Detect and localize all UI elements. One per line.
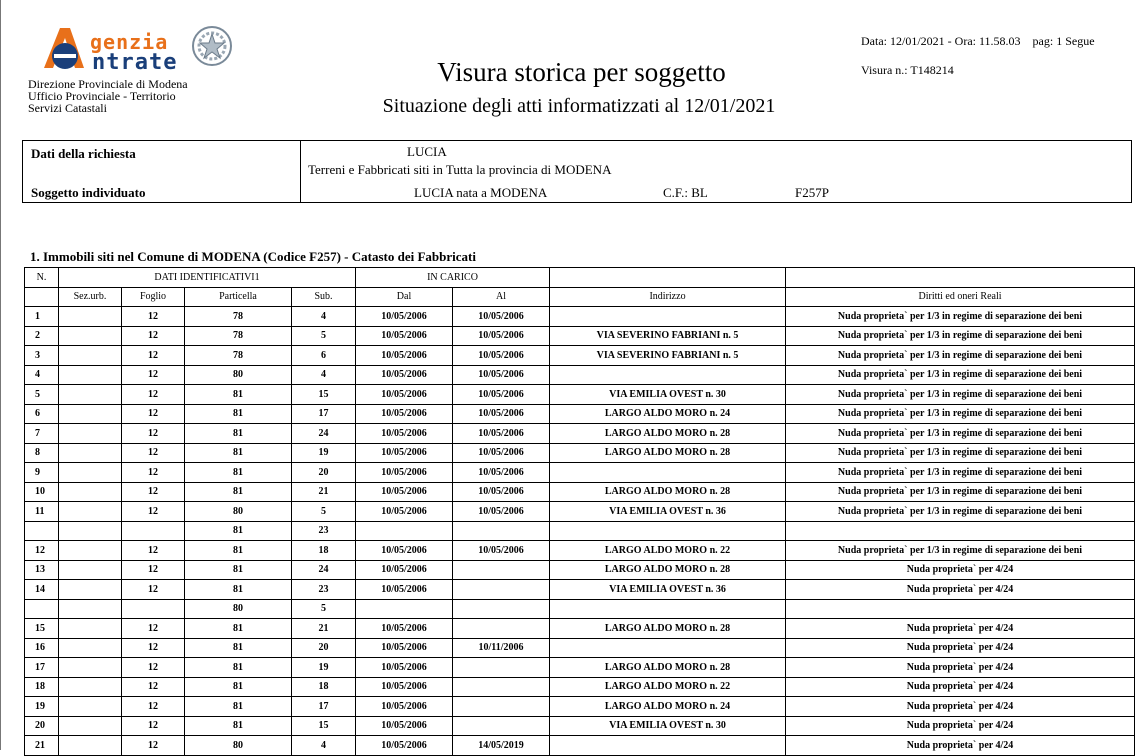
indirizzo-cell [550, 463, 786, 483]
sezione-cell [59, 716, 122, 736]
particella-cell: 80 [185, 599, 292, 619]
diritti-cell: Nuda proprieta` per 1/3 in regime di separazione dei beni [786, 463, 1135, 483]
sub-cell: 18 [292, 677, 356, 697]
indirizzo-cell [550, 736, 786, 756]
al-cell: 10/05/2006 [453, 463, 550, 483]
row-number: 16 [25, 638, 59, 658]
sub-cell: 21 [292, 482, 356, 502]
diritti-cell: Nuda proprieta` per 1/3 in regime di separazione dei beni [786, 541, 1135, 561]
indirizzo-cell: VIA EMILIA OVEST n. 30 [550, 385, 786, 405]
request-territory: Terreni e Fabbricati siti in Tutta la provincia di MODENA [308, 162, 612, 177]
dal-cell: 10/05/2006 [356, 424, 453, 444]
row-number: 14 [25, 580, 59, 600]
diritti-cell: Nuda proprieta` per 1/3 in regime di separazione dei beni [786, 502, 1135, 522]
sub-cell: 4 [292, 365, 356, 385]
table-row [25, 443, 1135, 463]
sub-cell: 24 [292, 560, 356, 580]
particella-cell: 78 [185, 346, 292, 366]
diritti-cell: Nuda proprieta` per 1/3 in regime di separazione dei beni [786, 443, 1135, 463]
al-cell: 10/05/2006 [453, 404, 550, 424]
foglio-cell: 12 [122, 716, 185, 736]
row-number: 21 [25, 736, 59, 756]
table-row [25, 463, 1135, 483]
sezione-cell [59, 697, 122, 717]
dal-cell: 10/05/2006 [356, 658, 453, 678]
particella-cell: 81 [185, 463, 292, 483]
particella-cell: 81 [185, 560, 292, 580]
table-row [25, 385, 1135, 405]
dal-cell: 10/05/2006 [356, 502, 453, 522]
table-row [25, 482, 1135, 502]
subject-value: LUCIA nata a MODENA [414, 185, 548, 200]
col-header-particella: Particella [185, 287, 292, 307]
group-header-blank [786, 268, 1135, 288]
sezione-cell [59, 658, 122, 678]
sub-cell: 5 [292, 326, 356, 346]
diritti-cell: Nuda proprieta` per 4/24 [786, 560, 1135, 580]
indirizzo-cell: LARGO ALDO MORO n. 24 [550, 697, 786, 717]
particella-cell: 80 [185, 736, 292, 756]
col-header-blank [25, 287, 59, 307]
row-number [25, 521, 59, 541]
dal-cell: 10/05/2006 [356, 365, 453, 385]
sezione-cell [59, 502, 122, 522]
table-row [25, 404, 1135, 424]
dal-cell: 10/05/2006 [356, 346, 453, 366]
al-cell [453, 658, 550, 678]
property-table [24, 267, 1135, 756]
al-cell [453, 580, 550, 600]
row-number: 4 [25, 365, 59, 385]
fiscal-code-tail: F257P [795, 185, 829, 200]
col-header-dal: Dal [356, 287, 453, 307]
dal-cell: 10/05/2006 [356, 638, 453, 658]
sezione-cell [59, 385, 122, 405]
dal-cell [356, 599, 453, 619]
table-row [25, 716, 1135, 736]
dal-cell: 10/05/2006 [356, 326, 453, 346]
particella-cell: 81 [185, 619, 292, 639]
indirizzo-cell: LARGO ALDO MORO n. 22 [550, 541, 786, 561]
row-number: 8 [25, 443, 59, 463]
indirizzo-cell: VIA EMILIA OVEST n. 36 [550, 580, 786, 600]
particella-cell: 81 [185, 443, 292, 463]
row-number: 2 [25, 326, 59, 346]
row-number [25, 599, 59, 619]
row-number: 17 [25, 658, 59, 678]
sezione-cell [59, 677, 122, 697]
request-box [22, 140, 1132, 203]
sub-cell: 19 [292, 658, 356, 678]
table-row [25, 736, 1135, 756]
indirizzo-cell: VIA EMILIA OVEST n. 30 [550, 716, 786, 736]
table-row [25, 560, 1135, 580]
al-cell [453, 599, 550, 619]
logo-text-entrate: ntrate [92, 50, 178, 75]
foglio-cell: 12 [122, 424, 185, 444]
col-header-foglio: Foglio [122, 287, 185, 307]
particella-cell: 81 [185, 482, 292, 502]
sezione-cell [59, 404, 122, 424]
visura-number: Visura n.: T148214 [861, 63, 954, 77]
row-number: 7 [25, 424, 59, 444]
dal-cell: 10/05/2006 [356, 697, 453, 717]
diritti-cell: Nuda proprieta` per 1/3 in regime di separazione dei beni [786, 424, 1135, 444]
sezione-cell [59, 619, 122, 639]
row-number: 1 [25, 307, 59, 327]
particella-cell: 80 [185, 365, 292, 385]
foglio-cell: 12 [122, 658, 185, 678]
table-row [25, 424, 1135, 444]
diritti-cell: Nuda proprieta` per 4/24 [786, 716, 1135, 736]
particella-cell: 81 [185, 697, 292, 717]
indirizzo-cell: LARGO ALDO MORO n. 28 [550, 619, 786, 639]
diritti-cell: Nuda proprieta` per 1/3 in regime di separazione dei beni [786, 404, 1135, 424]
table-row [25, 502, 1135, 522]
al-cell: 10/11/2006 [453, 638, 550, 658]
al-cell [453, 619, 550, 639]
diritti-cell: Nuda proprieta` per 1/3 in regime di separazione dei beni [786, 326, 1135, 346]
al-cell: 10/05/2006 [453, 482, 550, 502]
dal-cell [356, 521, 453, 541]
diritti-cell: Nuda proprieta` per 1/3 in regime di separazione dei beni [786, 365, 1135, 385]
page-number: pag: 1 Segue [1032, 34, 1095, 48]
foglio-cell: 12 [122, 502, 185, 522]
table-row [25, 541, 1135, 561]
col-header-sub: Sub. [292, 287, 356, 307]
sezione-cell [59, 736, 122, 756]
particella-cell: 81 [185, 677, 292, 697]
dal-cell: 10/05/2006 [356, 560, 453, 580]
table-row [25, 638, 1135, 658]
sub-cell: 24 [292, 424, 356, 444]
subject-label: Soggetto individuato [31, 185, 146, 200]
particella-cell: 81 [185, 716, 292, 736]
particella-cell: 80 [185, 502, 292, 522]
indirizzo-cell: LARGO ALDO MORO n. 28 [550, 443, 786, 463]
logo-text-agenzia: genzia [90, 30, 169, 54]
indirizzo-cell [550, 521, 786, 541]
al-cell: 10/05/2006 [453, 385, 550, 405]
indirizzo-cell: LARGO ALDO MORO n. 28 [550, 658, 786, 678]
sezione-cell [59, 463, 122, 483]
foglio-cell: 12 [122, 560, 185, 580]
particella-cell: 81 [185, 658, 292, 678]
diritti-cell [786, 521, 1135, 541]
sezione-cell [59, 307, 122, 327]
dal-cell: 10/05/2006 [356, 541, 453, 561]
sub-cell: 5 [292, 502, 356, 522]
indirizzo-cell: LARGO ALDO MORO n. 28 [550, 424, 786, 444]
foglio-cell: 12 [122, 482, 185, 502]
table-row [25, 619, 1135, 639]
row-number: 9 [25, 463, 59, 483]
sub-cell: 4 [292, 736, 356, 756]
sub-cell: 23 [292, 521, 356, 541]
print-date: Data: 12/01/2021 - Ora: 11.58.03 [861, 34, 1021, 48]
sub-cell: 18 [292, 541, 356, 561]
particella-cell: 78 [185, 326, 292, 346]
row-number: 18 [25, 677, 59, 697]
al-cell: 10/05/2006 [453, 502, 550, 522]
particella-cell: 81 [185, 404, 292, 424]
table-row [25, 326, 1135, 346]
row-number: 12 [25, 541, 59, 561]
al-cell: 10/05/2006 [453, 541, 550, 561]
row-number: 5 [25, 385, 59, 405]
table-row [25, 346, 1135, 366]
indirizzo-cell: LARGO ALDO MORO n. 22 [550, 677, 786, 697]
request-name: LUCIA [407, 144, 447, 159]
fiscal-code-label: C.F.: BL [663, 185, 708, 200]
sezione-cell [59, 443, 122, 463]
section-title: 1. Immobili siti nel Comune di MODENA (Codice F257) - Catasto dei Fabbricati [30, 249, 476, 264]
sub-cell: 20 [292, 638, 356, 658]
dal-cell: 10/05/2006 [356, 482, 453, 502]
particella-cell: 81 [185, 521, 292, 541]
dal-cell: 10/05/2006 [356, 385, 453, 405]
sub-cell: 4 [292, 307, 356, 327]
page-title: Visura storica per soggetto [437, 57, 726, 87]
table-row [25, 365, 1135, 385]
sub-cell: 15 [292, 385, 356, 405]
diritti-cell: Nuda proprieta` per 4/24 [786, 658, 1135, 678]
indirizzo-cell: VIA SEVERINO FABRIANI n. 5 [550, 346, 786, 366]
al-cell [453, 716, 550, 736]
diritti-cell: Nuda proprieta` per 1/3 in regime di separazione dei beni [786, 346, 1135, 366]
al-cell [453, 697, 550, 717]
particella-cell: 81 [185, 638, 292, 658]
sezione-cell [59, 599, 122, 619]
diritti-cell: Nuda proprieta` per 4/24 [786, 619, 1135, 639]
indirizzo-cell [550, 307, 786, 327]
sub-cell: 21 [292, 619, 356, 639]
print-date-line [861, 34, 1095, 49]
sub-cell: 15 [292, 716, 356, 736]
particella-cell: 81 [185, 385, 292, 405]
row-number: 10 [25, 482, 59, 502]
table-row-continuation [25, 521, 1135, 541]
sub-cell: 17 [292, 697, 356, 717]
dal-cell: 10/05/2006 [356, 463, 453, 483]
row-number: 15 [25, 619, 59, 639]
office-line: Servizi Catastali [28, 101, 107, 115]
table-row [25, 658, 1135, 678]
indirizzo-cell: LARGO ALDO MORO n. 24 [550, 404, 786, 424]
dal-cell: 10/05/2006 [356, 404, 453, 424]
sezione-cell [59, 521, 122, 541]
sezione-cell [59, 424, 122, 444]
foglio-cell: 12 [122, 580, 185, 600]
diritti-cell: Nuda proprieta` per 4/24 [786, 580, 1135, 600]
foglio-cell: 12 [122, 697, 185, 717]
foglio-cell: 12 [122, 346, 185, 366]
al-cell [453, 521, 550, 541]
al-cell: 10/05/2006 [453, 307, 550, 327]
diritti-cell: Nuda proprieta` per 1/3 in regime di separazione dei beni [786, 307, 1135, 327]
request-label: Dati della richiesta [31, 146, 136, 161]
dal-cell: 10/05/2006 [356, 716, 453, 736]
page-subtitle: Situazione degli atti informatizzati al 12/01/2021 [382, 95, 776, 117]
sub-cell: 5 [292, 599, 356, 619]
foglio-cell: 12 [122, 463, 185, 483]
diritti-cell: Nuda proprieta` per 4/24 [786, 736, 1135, 756]
sezione-cell [59, 482, 122, 502]
dal-cell: 10/05/2006 [356, 677, 453, 697]
al-cell: 10/05/2006 [453, 346, 550, 366]
sezione-cell [59, 346, 122, 366]
foglio-cell: 12 [122, 541, 185, 561]
diritti-cell: Nuda proprieta` per 4/24 [786, 638, 1135, 658]
dal-cell: 10/05/2006 [356, 580, 453, 600]
col-header-indirizzo: Indirizzo [550, 287, 786, 307]
row-number: 19 [25, 697, 59, 717]
foglio-cell: 12 [122, 736, 185, 756]
diritti-cell: Nuda proprieta` per 4/24 [786, 697, 1135, 717]
foglio-cell: 12 [122, 404, 185, 424]
indirizzo-cell: LARGO ALDO MORO n. 28 [550, 482, 786, 502]
al-cell: 14/05/2019 [453, 736, 550, 756]
row-number: 3 [25, 346, 59, 366]
al-cell: 10/05/2006 [453, 326, 550, 346]
al-cell: 10/05/2006 [453, 424, 550, 444]
indirizzo-cell [550, 599, 786, 619]
row-number: 6 [25, 404, 59, 424]
foglio-cell: 12 [122, 677, 185, 697]
foglio-cell: 12 [122, 365, 185, 385]
table-row-continuation [25, 599, 1135, 619]
foglio-cell: 12 [122, 638, 185, 658]
group-header-dati: DATI IDENTIFICATIVI1 [59, 268, 356, 288]
office-line: Direzione Provinciale di Modena [28, 77, 188, 91]
request-divider [300, 141, 301, 202]
sezione-cell [59, 560, 122, 580]
col-n-header: N. [25, 268, 59, 288]
row-number: 11 [25, 502, 59, 522]
sub-cell: 6 [292, 346, 356, 366]
dal-cell: 10/05/2006 [356, 619, 453, 639]
particella-cell: 81 [185, 541, 292, 561]
foglio-cell: 12 [122, 307, 185, 327]
sezione-cell [59, 365, 122, 385]
sub-cell: 19 [292, 443, 356, 463]
sezione-cell [59, 638, 122, 658]
foglio-cell: 12 [122, 385, 185, 405]
table-row [25, 677, 1135, 697]
dal-cell: 10/05/2006 [356, 443, 453, 463]
sezione-cell [59, 541, 122, 561]
particella-cell: 78 [185, 307, 292, 327]
col-header-diritti: Diritti ed oneri Reali [786, 287, 1135, 307]
al-cell [453, 560, 550, 580]
sub-cell: 23 [292, 580, 356, 600]
foglio-cell [122, 521, 185, 541]
foglio-cell: 12 [122, 326, 185, 346]
row-number: 20 [25, 716, 59, 736]
indirizzo-cell: LARGO ALDO MORO n. 28 [550, 560, 786, 580]
col-header-al: Al [453, 287, 550, 307]
foglio-cell: 12 [122, 443, 185, 463]
particella-cell: 81 [185, 580, 292, 600]
sezione-cell [59, 580, 122, 600]
diritti-cell [786, 599, 1135, 619]
foglio-cell: 12 [122, 619, 185, 639]
dal-cell: 10/05/2006 [356, 307, 453, 327]
group-header-carico: IN CARICO [356, 268, 550, 288]
sub-cell: 20 [292, 463, 356, 483]
col-header-sez: Sez.urb. [59, 287, 122, 307]
indirizzo-cell: VIA SEVERINO FABRIANI n. 5 [550, 326, 786, 346]
table-row [25, 580, 1135, 600]
diritti-cell: Nuda proprieta` per 1/3 in regime di separazione dei beni [786, 385, 1135, 405]
group-header-blank [550, 268, 786, 288]
indirizzo-cell [550, 365, 786, 385]
table-row [25, 307, 1135, 327]
particella-cell: 81 [185, 424, 292, 444]
sub-cell: 17 [292, 404, 356, 424]
row-number: 13 [25, 560, 59, 580]
indirizzo-cell [550, 638, 786, 658]
office-line: Ufficio Provinciale - Territorio [28, 89, 176, 103]
table-row [25, 697, 1135, 717]
sezione-cell [59, 326, 122, 346]
diritti-cell: Nuda proprieta` per 4/24 [786, 677, 1135, 697]
al-cell: 10/05/2006 [453, 365, 550, 385]
al-cell: 10/05/2006 [453, 443, 550, 463]
al-cell [453, 677, 550, 697]
foglio-cell [122, 599, 185, 619]
dal-cell: 10/05/2006 [356, 736, 453, 756]
diritti-cell: Nuda proprieta` per 1/3 in regime di separazione dei beni [786, 482, 1135, 502]
indirizzo-cell: VIA EMILIA OVEST n. 36 [550, 502, 786, 522]
